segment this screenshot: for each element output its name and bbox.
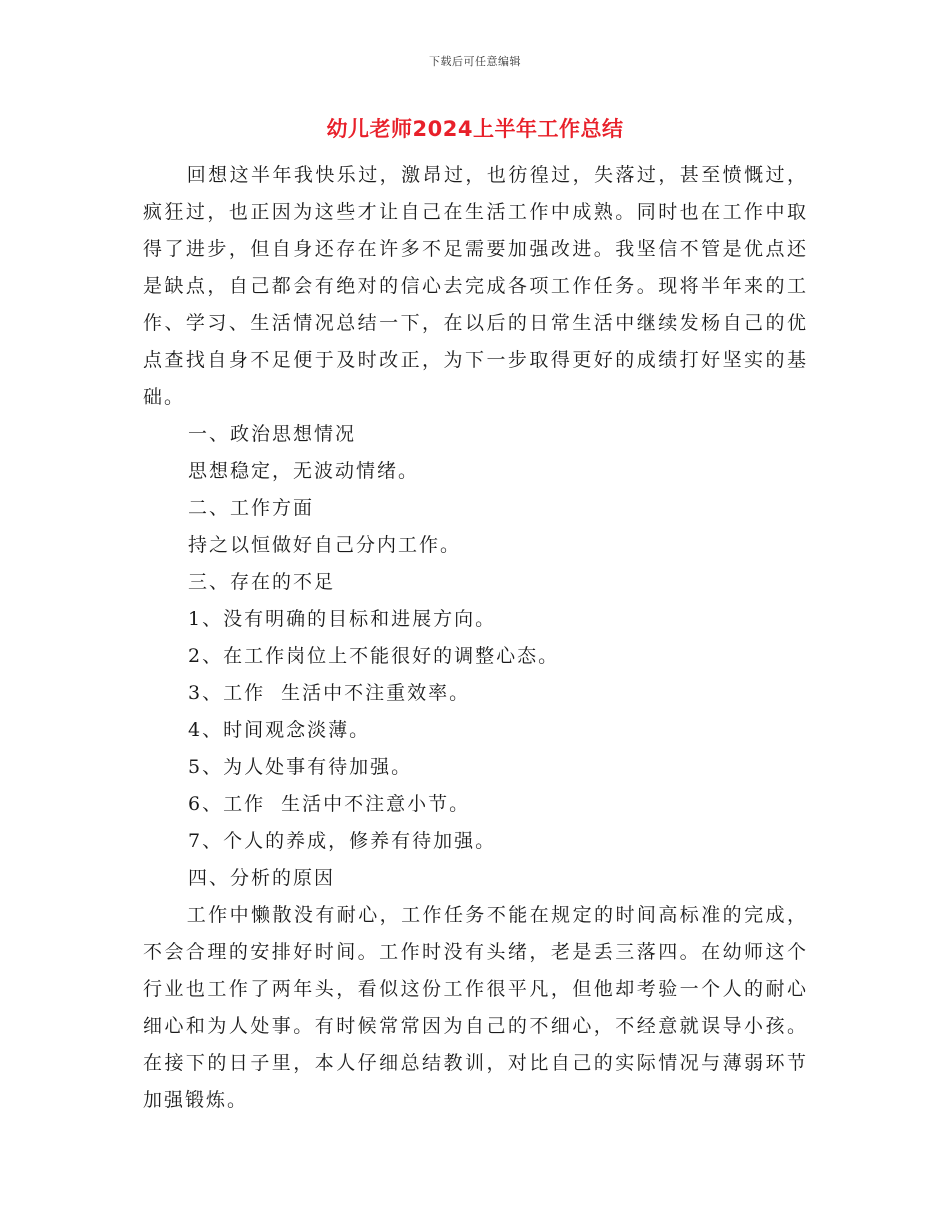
section-text-work: 持之以恒做好自己分内工作。 <box>188 534 462 556</box>
section-heading-political: 一、政治思想情况 <box>188 423 357 445</box>
list-item: 2、在工作岗位上不能很好的调整心态。 <box>188 645 560 667</box>
section-heading-shortcomings: 三、存在的不足 <box>188 571 336 593</box>
list-item: 4、时间观念淡薄。 <box>188 719 371 741</box>
list-item: 1、没有明确的目标和进展方向。 <box>188 608 497 630</box>
document-body <box>143 157 808 1119</box>
list-item: 5、为人处事有待加强。 <box>188 756 413 778</box>
document-title: 幼儿老师2024上半年工作总结 <box>326 117 624 141</box>
section-heading-work: 二、工作方面 <box>188 497 315 519</box>
header-note: 下载后可任意编辑 <box>429 55 521 68</box>
list-item: 7、个人的养成，修养有待加强。 <box>188 830 497 852</box>
section-text-analysis: 工作中懒散没有耐心，工作任务不能在规定的时间高标准的完成，不会合理的安排好时间。工作时没有头绪，老是丢三落四。在幼师这个行业也工作了两年头，看似这份工作很平凡，但他却考验一个人的耐心 细心和为人处事。有时候常常因为自己的不细心，不经意就误导小孩。在接下的日子里，本人仔细总结教训，对比自己的实际情况与薄弱环节加强锻炼。 <box>143 904 808 1111</box>
section-heading-analysis: 四、分析的原因 <box>188 867 336 889</box>
section-text-political: 思想稳定，无波动情绪。 <box>188 460 420 482</box>
list-item: 6、工作 生活中不注意小节。 <box>188 793 471 815</box>
intro-paragraph: 回想这半年我快乐过，激昂过，也彷徨过，失落过，甚至愤慨过，疯狂过，也正因为这些才让自己在生活工作中成熟。同时也在工作中取得了进步，但自身还存在许多不足需要加强改进。我坚信不管是优点还是缺点，自己都会有绝对的信心去完成各项工作任务。现将半年来的工作、学习、生活情况总结一下，在以后的日常生活中继续发杨自己的优点查找自身不足便于及时改正，为下一步取得更好的成绩打好坚实的基础。 <box>143 164 808 408</box>
list-item: 3、工作 生活中不注重效率。 <box>188 682 471 704</box>
